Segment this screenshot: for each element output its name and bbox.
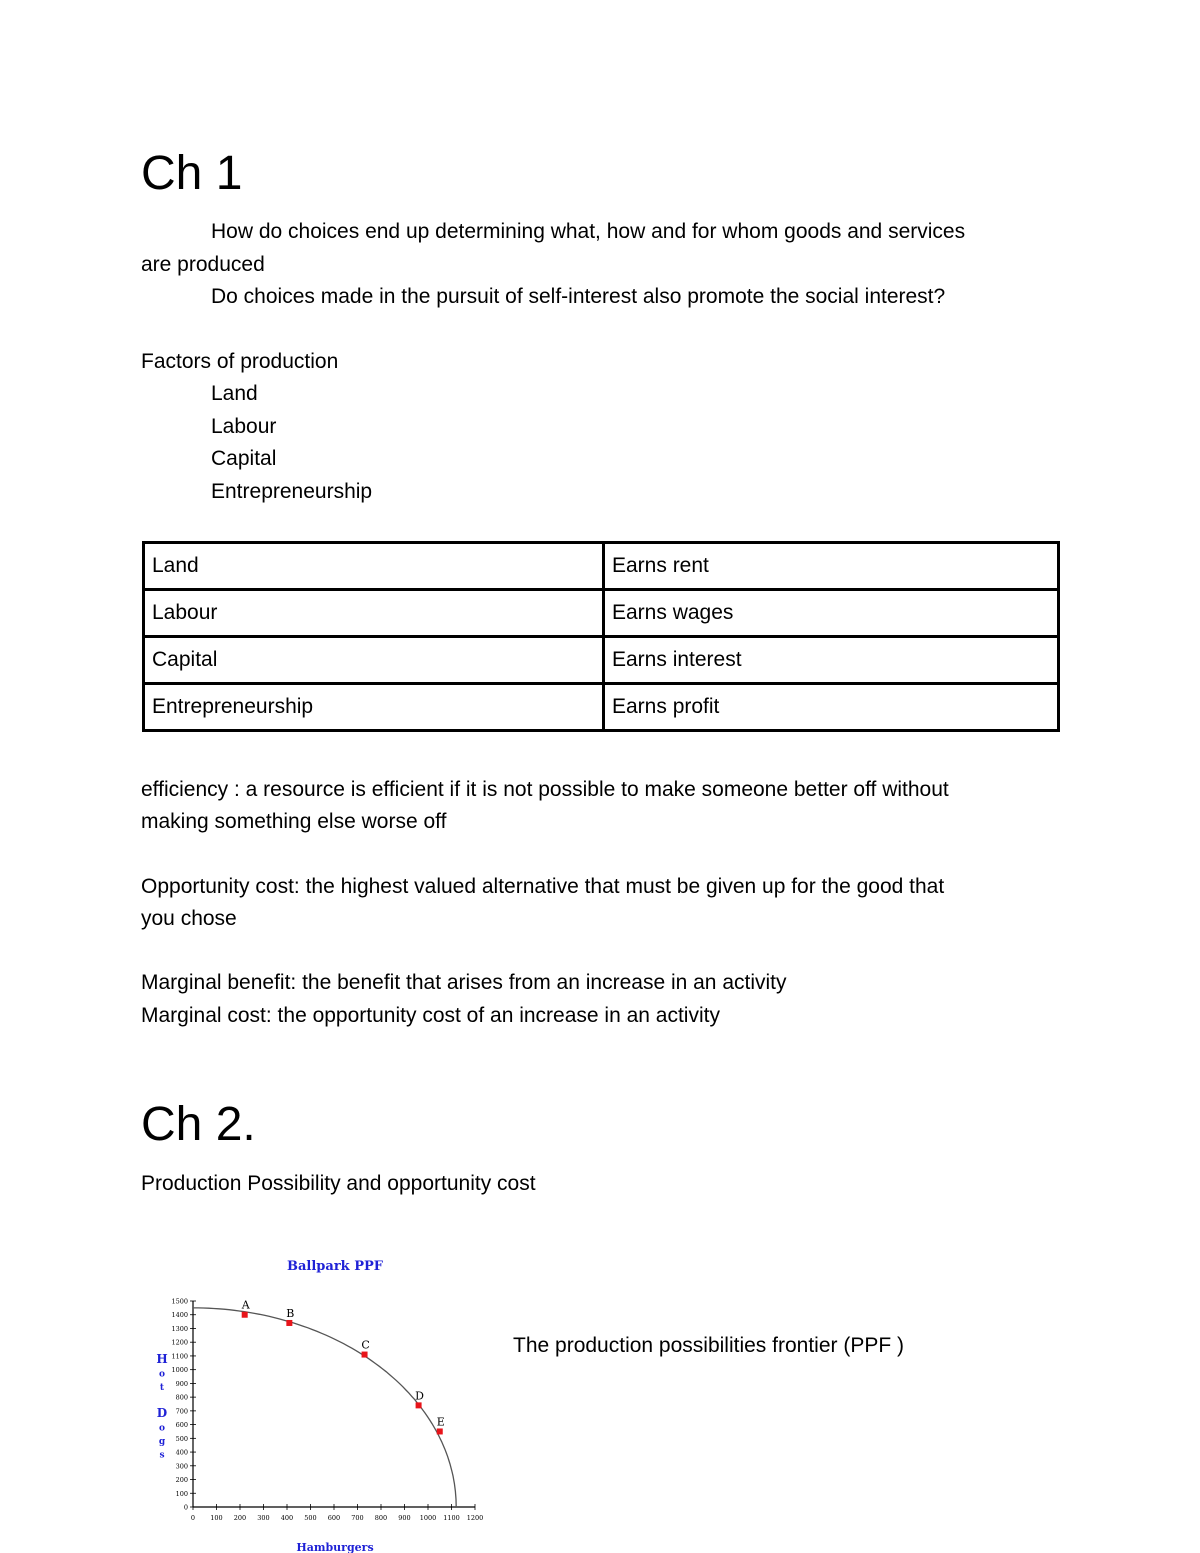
chart-title: Ballpark PPF — [287, 1259, 383, 1274]
factor-list-item: Labour — [211, 415, 277, 438]
chart-axes — [193, 1298, 475, 1507]
x-tick-label: 0 — [190, 1514, 196, 1522]
question-2: Do choices made in the pursuit of self-interest also promote the social interest? — [211, 285, 946, 308]
table-cell-earnings: Earns profit — [604, 684, 1059, 731]
x-tick-label: 200 — [233, 1514, 247, 1522]
question-1-line-1: How do choices end up determining what, how and for whom goods and services — [211, 220, 966, 243]
table-cell-factor: Land — [144, 543, 604, 590]
table-cell-earnings: Earns interest — [604, 637, 1059, 684]
x-tick-label: 700 — [351, 1514, 364, 1522]
chapter-1-heading: Ch 1 — [141, 147, 243, 200]
marginal-cost-definition: Marginal cost: the opportunity cost of an increase in an activity — [141, 1004, 720, 1027]
ppf-chart — [150, 1250, 500, 1553]
x-tick-label: 600 — [327, 1514, 341, 1522]
efficiency-definition-line-2: making something else worse off — [141, 810, 447, 833]
x-axis-label: Hamburgers — [296, 1541, 374, 1553]
x-tick-label: 1100 — [443, 1514, 460, 1522]
x-tick-label: 400 — [280, 1514, 294, 1522]
y-tick-label: 900 — [175, 1379, 188, 1388]
table-row — [144, 684, 1059, 731]
y-axis-label-letter: H — [156, 1352, 168, 1366]
y-tick-label: 1400 — [171, 1311, 188, 1320]
ppf-caption: The production possibilities frontier (PPF ) — [513, 1334, 904, 1357]
marginal-benefit-definition: Marginal benefit: the benefit that arises from an increase in an activity — [141, 971, 787, 994]
y-axis-label-letter: D — [156, 1406, 168, 1420]
y-tick-label: 1300 — [171, 1324, 188, 1333]
y-tick-label: 600 — [175, 1421, 188, 1430]
x-tick-label: 1000 — [419, 1514, 437, 1522]
ppf-point-a — [242, 1312, 248, 1318]
efficiency-definition-line-1: efficiency : a resource is efficient if it is not possible to make someone better off without — [141, 778, 949, 801]
y-tick-label: 1500 — [171, 1297, 188, 1306]
y-tick-label: 1000 — [171, 1366, 188, 1375]
x-tick-label: 100 — [210, 1514, 223, 1522]
ppf-point-b — [286, 1320, 292, 1326]
y-axis-ticks — [171, 1298, 196, 1512]
ppf-point-c — [362, 1352, 368, 1358]
table-row — [144, 637, 1059, 684]
y-axis-label-letter: o — [158, 1369, 166, 1380]
x-tick-label: 800 — [374, 1514, 388, 1522]
ppf-point-d — [416, 1402, 422, 1408]
table-cell-earnings: Earns rent — [604, 543, 1059, 590]
y-axis-label-letter: g — [158, 1437, 166, 1447]
table-cell-earnings: Earns wages — [604, 590, 1059, 637]
factor-list-item: Capital — [211, 447, 277, 470]
y-tick-label: 1200 — [171, 1338, 188, 1347]
factors-table — [142, 541, 1060, 732]
x-tick-label: 300 — [257, 1514, 270, 1522]
y-tick-label: 200 — [175, 1476, 188, 1485]
factor-list-item: Land — [211, 382, 258, 405]
factors-heading: Factors of production — [141, 350, 339, 373]
y-tick-label: 800 — [175, 1393, 188, 1402]
y-tick-label: 400 — [175, 1448, 188, 1457]
y-tick-label: 1100 — [171, 1352, 188, 1361]
ppf-point-e — [437, 1428, 443, 1434]
y-axis-label-letter: s — [159, 1450, 165, 1461]
ppf-point-label: E — [436, 1415, 445, 1429]
ppf-points — [241, 1299, 445, 1435]
x-tick-label: 500 — [304, 1514, 317, 1522]
factor-list-item: Entrepreneurship — [211, 480, 373, 503]
table-cell-factor: Capital — [144, 637, 604, 684]
y-tick-label: 300 — [175, 1462, 188, 1471]
y-tick-label: 700 — [175, 1407, 188, 1416]
ppf-point-label: B — [286, 1306, 295, 1320]
y-tick-label: 100 — [175, 1489, 188, 1498]
opportunity-cost-line-1: Opportunity cost: the highest valued alternative that must be given up for the good that — [141, 875, 945, 898]
table-row — [144, 543, 1059, 590]
ppf-point-label: A — [241, 1298, 250, 1312]
opportunity-cost-line-2: you chose — [141, 907, 237, 930]
y-axis-label-letter: t — [159, 1383, 165, 1393]
y-axis-label-letter: o — [158, 1423, 166, 1434]
y-tick-label: 500 — [175, 1434, 188, 1443]
y-axis-label — [156, 1352, 167, 1461]
question-1-line-2: are produced — [141, 253, 265, 276]
x-tick-label: 900 — [398, 1514, 411, 1522]
x-tick-label: 1200 — [466, 1514, 484, 1522]
table-row — [144, 590, 1059, 637]
ppf-point-label: D — [415, 1389, 425, 1403]
table-cell-factor: Entrepreneurship — [144, 684, 604, 731]
y-tick-label: 0 — [183, 1503, 188, 1512]
chapter-2-heading: Ch 2. — [141, 1098, 256, 1151]
chapter-2-subheading: Production Possibility and opportunity cost — [141, 1172, 536, 1195]
table-cell-factor: Labour — [144, 590, 604, 637]
ppf-point-label: C — [361, 1338, 370, 1352]
